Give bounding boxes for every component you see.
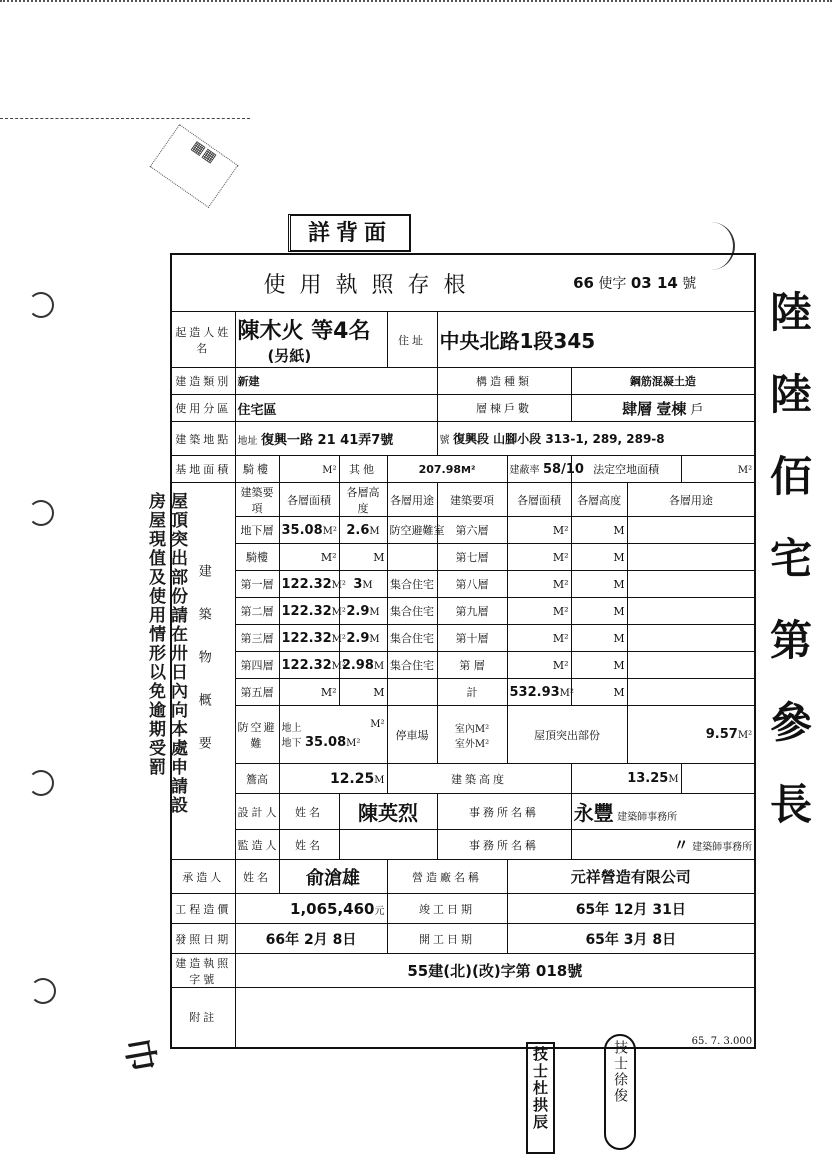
zone-value: 住宅區 [235, 395, 437, 422]
form-title: 使用執照存根 [171, 254, 571, 312]
floor-row: 第四層 122.32M² 2.98M 集合住宅 第 層 M² M [171, 652, 755, 679]
structure-value: 鋼筋混凝土造 [571, 368, 755, 395]
category-value: 新建 [235, 368, 437, 395]
col-item-2: 建築要項 [437, 483, 507, 517]
use-permit-form [170, 253, 756, 1049]
other-label: 其他 [339, 456, 387, 483]
zone-label: 使用分區 [171, 395, 235, 422]
height-row: 簷高 12.25M 建築高度 13.25M [171, 764, 755, 794]
structure-label: 構造種類 [437, 368, 571, 395]
arcade-label: 騎樓 [235, 456, 279, 483]
cost-row: 工程造價 1,065,460元 竣工日期 65年 12月 31日 [171, 894, 755, 924]
site-address: 地址 復興一路 21 41弄7號 [235, 422, 437, 456]
margin-note: 屋頂突出部份請在卅日內向本處申請設房屋現值及使用情形以免逾期受罰 [145, 492, 187, 815]
right-side-text: 陸陸佰宅第參長 [764, 290, 813, 864]
col-area-2: 各層面積 [507, 483, 571, 517]
issue-row: 發照日期 66年 2月 8日 開工日期 65年 3月 8日 [171, 924, 755, 954]
col-area: 各層面積 [279, 483, 339, 517]
floors-value: 肆層 壹棟 戶 [571, 395, 755, 422]
coverage: 建蔽率 58/10 [507, 456, 571, 483]
floor-row: 騎樓 M² M 第七層 M² M [171, 544, 755, 571]
col-use: 各層用途 [387, 483, 437, 517]
other-value: 207.98M² [387, 456, 507, 483]
floor-row: 地下層 35.08M² 2.6M 防空避難室 第六層 M² M [171, 517, 755, 544]
floors-label: 層棟戶數 [437, 395, 571, 422]
permit-row: 建造執照字號 55建(北)(改)字第 018號 [171, 954, 755, 988]
site-lot: 號 復興段 山腳小段 313-1, 289, 289-8 [437, 422, 755, 456]
shelter-row: 防空避難 地上 M² 地下 35.08M² 停車場 室內M² 室外M² 屋頂突出部份 9.57M² [171, 706, 755, 764]
floor-row: 第五層 M² M 計 532.93M² M [171, 679, 755, 706]
designer-row: 設計人 姓名 陳英烈 事務所名稱 永豐 建築師事務所 [171, 794, 755, 830]
left-handwriting: 巾 [116, 1034, 163, 1076]
scan-dashed-line [0, 118, 250, 119]
col-height: 各層高度 [339, 483, 387, 517]
contractor-row: 承造人 姓名 俞滄雄 營造廠名稱 元祥營造有限公司 [171, 860, 755, 894]
inspector-stamp-2: 技士徐俊 [604, 1034, 636, 1150]
address-value: 中央北路1段345 [437, 312, 755, 368]
corner-stamp: ▦▦ [150, 124, 239, 208]
supervisor-row: 監造人 姓名 事務所名稱 〃 建築師事務所 [171, 830, 755, 860]
punch-hole-2 [28, 500, 54, 526]
col-height-2: 各層高度 [571, 483, 627, 517]
detail-back-stamp: 詳背面 [288, 214, 411, 252]
builder-value: 陳木火 等4名 (另紙) [235, 312, 387, 368]
base-area-label: 基地面積 [171, 456, 235, 483]
inspector-stamp-1: 技士杜拱辰 [526, 1042, 555, 1154]
open-space-value: M² [681, 456, 755, 483]
floor-row: 第二層 122.32M² 2.9M 集合住宅 第九層 M² M [171, 598, 755, 625]
site-label: 建築地點 [171, 422, 235, 456]
col-use-2: 各層用途 [627, 483, 755, 517]
floor-row: 第一層 122.32M² 3M 集合住宅 第八層 M² M [171, 571, 755, 598]
address-label: 住址 [387, 312, 437, 368]
col-item: 建築要項 [235, 483, 279, 517]
builder-label: 起造人姓名 [171, 312, 235, 368]
punch-hole-1 [28, 292, 54, 318]
floor-row: 第三層 122.32M² 2.9M 集合住宅 第十層 M² M [171, 625, 755, 652]
building-summary-label: 建築物概要 [171, 483, 235, 860]
open-space-label: 法定空地面積 [571, 456, 681, 483]
permit-number: 66 使字 03 14 號 [571, 254, 755, 312]
scan-top-edge [0, 0, 832, 5]
punch-hole-3 [28, 770, 54, 796]
category-label: 建造類別 [171, 368, 235, 395]
punch-hole-4 [30, 978, 56, 1004]
arcade-value: M² [279, 456, 339, 483]
note-row: 附註 65. 7. 3.000 [171, 988, 755, 1048]
